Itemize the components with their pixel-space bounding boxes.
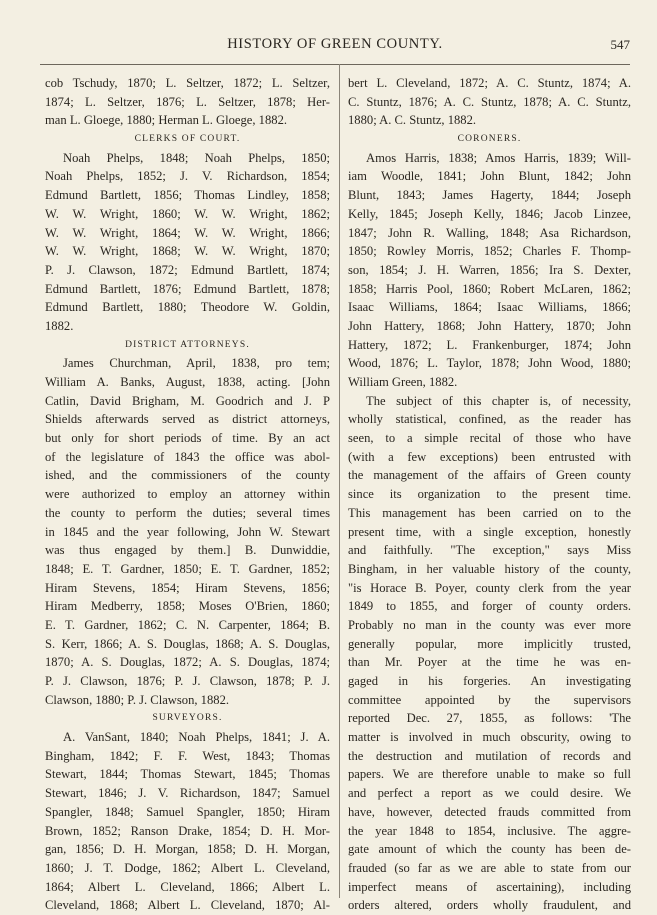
surveyors-heading: SURVEYORS. [152,713,223,724]
text-line: P. J. Clawson, 1876; P. J. Clawson, 1878; P. J. [45,674,330,688]
header-rule [40,64,630,65]
page-header [40,36,630,56]
text-line: frauded (so far as we are able to state from our [348,860,631,875]
text-line: 1874; L. Seltzer, 1876; L. Seltzer, 1878; Her- [45,94,330,109]
text-line: Edmund Bartlett, 1876; Edmund Bartlett, 1878; [45,281,330,296]
text-line: Noah Phelps, 1848; Noah Phelps, 1850; [63,150,330,165]
column-divider [339,64,340,898]
text-line: (with a few exceptions) been entrusted with [348,449,631,464]
text-line: Clawson, 1880; P. J. Clawson, 1882. [45,692,230,707]
text-line: Hattery, 1872; L. Frankenburger, 1874; John [348,337,631,352]
text-line: 1849 to 1855, and forger of county orders. [348,599,631,614]
clerks-of-court-heading: CLERKS OF COURT. [134,134,241,145]
text-line: in 1845 and the year following, John W. Stewart [45,524,330,539]
text-line: Blunt, 1843; James Hagerty, 1844; Joseph [348,188,631,203]
right-column [348,74,631,915]
text-line: William Green, 1882. [348,375,458,389]
text-line: 1870; A. S. Douglas, 1872; A. S. Douglas, 1874; [45,655,330,670]
text-line: Probably no man in the county was ever more [348,617,631,632]
text-line: This management has been carried on to the [348,505,631,520]
text-line: Catlin, David Brigham, M. Goodrich and J. P [45,393,330,408]
text-line: 1848; E. T. Gardner, 1850; E. T. Gardner, 1852; [45,561,330,576]
text-line: 1847; John R. Walling, 1848; Asa Richardson, [348,225,631,240]
district-attorneys-heading: DISTRICT ATTORNEYS. [125,339,250,350]
text-line: the county to perform the duties; several times [45,505,330,520]
page-number: 547 [610,37,630,52]
text-line: but only for short periods of time. By an act [45,431,330,446]
text-line: W. W. Wright, 1864; W. W. Wright, 1866; [45,225,330,240]
text-line: 1850; Rowley Morris, 1852; Charles F. Thomp- [348,244,631,259]
text-line: Bingham, in her valuable history of the county, [348,561,631,576]
text-line: Isaac Williams, 1864; Isaac Williams, 1866; [348,300,631,315]
text-line: iam Woodle, 1841; John Blunt, 1842; John [348,169,631,184]
text-line: matter is involved in much obscurity, owing to [348,730,631,745]
text-line: the year 1848 to 1854, inclusive. The aggre- [348,823,631,838]
text-line: W. W. Wright, 1868; W. W. Wright, 1870; [45,244,330,259]
text-line: 1882. [45,318,74,333]
text-line: wholly statistical, confined, as the reader has [348,412,631,427]
text-line: John Hattery, 1868; John Hattery, 1870; John [348,318,631,333]
text-line: Wood, 1876; L. Taylor, 1878; John Wood, 1880; [348,356,631,371]
text-line: cob Tschudy, 1870; L. Seltzer, 1872; L. Seltzer, [45,76,330,90]
text-line: orders altered, orders wholly fraudulent, and [348,898,631,913]
text-line: "is Horace B. Poyer, county clerk from the year [348,580,631,595]
text-line: imperfect means of ascertaining), including [348,879,631,894]
text-line: papers. We are therefore unable to make so full [348,767,631,782]
text-line: Hiram Medberry, 1858; Moses O'Brien, 1860; [45,599,330,614]
text-line: Bingham, 1842; F. F. West, 1843; Thomas [45,748,330,763]
text-line: Noah Phelps, 1852; J. V. Richardson, 1854; [45,169,330,184]
text-line: Brown, 1852; Ranson Drake, 1854; D. H. Mor- [45,823,330,838]
text-line: Hiram Stevens, 1854; Hiram Stevens, 1856; [45,580,330,595]
text-line: 1860; J. T. Dodge, 1862; Albert L. Cleveland, [45,860,330,875]
text-line: A. VanSant, 1840; Noah Phelps, 1841; J. A. [63,730,330,745]
running-title: HISTORY OF GREEN COUNTY. [227,36,443,52]
text-line: and perfect a report as we could desire. We [348,786,631,801]
text-line: present time, with a single exception, honestly [348,524,631,539]
text-line: Cleveland, 1868; Albert L. Cleveland, 1870; Al- [45,898,330,913]
text-line: Shields afterwards served as district attorneys, [45,412,330,427]
text-line: Amos Harris, 1838; Amos Harris, 1839; Will- [366,150,631,165]
text-line: gan, 1856; D. H. Morgan, 1858; D. H. Morgan, [45,842,330,857]
text-line: the destruction and mutilation of records and [348,748,631,763]
text-line: James Churchman, April, 1838, pro tem; [63,356,330,371]
text-line: 1880; A. C. Stuntz, 1882. [348,113,477,128]
text-line: ished, and the commissioners of the county [45,468,330,483]
text-line: reported Dec. 27, 1855, as follows: 'The [348,711,631,726]
text-line: have, however, detected frauds committed from [348,804,631,819]
text-line: 1858; Harris Pool, 1860; Robert McLaren, 1862; [348,281,631,296]
text-line: committee appointed by the supervisors [348,692,631,707]
text-line: the management of the affairs of Green county [348,468,631,483]
text-line: was thus engaged by them.] B. Dunwiddie, [45,543,330,558]
text-line: Edmund Bartlett, 1880; Theodore W. Goldin, [45,300,330,315]
text-line: Kelly, 1845; Joseph Kelly, 1846; Jacob Linzee, [348,206,631,221]
text-line: E. T. Gardner, 1862; C. N. Carpenter, 1864; B. [45,617,330,632]
text-line: C. Stuntz, 1876; A. C. Stuntz, 1878; A. C. Stuntz, [348,94,631,109]
text-line: son, 1854; J. H. Warren, 1856; Ira S. Dexter, [348,262,631,277]
text-line: S. Kerr, 1866; A. S. Douglas, 1868; A. S. Douglas, [45,636,330,651]
text-line: since its organization to the present time. [348,487,631,502]
left-column [45,74,330,915]
text-line: and faithfully. "The exception," says Miss [348,543,631,558]
text-line: were authorized to employ an attorney within [45,487,330,502]
text-line: Stewart, 1846; J. V. Richardson, 1847; Samuel [45,786,330,801]
text-line: man L. Gloege, 1880; Herman L. Gloege, 1882. [45,113,288,128]
text-line: seen, to a simple recital of those who have [348,431,631,446]
text-line: Edmund Bartlett, 1856; Thomas Lindley, 1858; [45,188,330,203]
text-line: P. J. Clawson, 1872; Edmund Bartlett, 1874; [45,262,330,277]
text-line: than Mr. Poyer at the time he was en- [348,655,631,670]
text-line: 1864; Albert L. Cleveland, 1866; Albert L. [45,879,330,894]
text-line: of the legislature of 1843 the office was abol- [45,449,330,464]
text-line: W. W. Wright, 1860; W. W. Wright, 1862; [45,206,330,221]
text-line: The subject of this chapter is, of necessity, [366,393,631,408]
text-line: gaged in his forgeries. An investigating [348,674,631,688]
text-line: William A. Banks, August, 1838, acting. [John [45,375,330,389]
text-line: gate amount of which the county has been de- [348,842,631,857]
text-line: generally popular, more implicitly trusted, [348,636,631,651]
text-line: Stewart, 1844; Thomas Stewart, 1845; Thomas [45,767,330,782]
coroners-heading: CORONERS. [457,134,522,145]
text-line: Spangler, 1848; Samuel Spangler, 1850; Hiram [45,804,330,819]
text-line: bert L. Cleveland, 1872; A. C. Stuntz, 1874; A. [348,76,631,90]
